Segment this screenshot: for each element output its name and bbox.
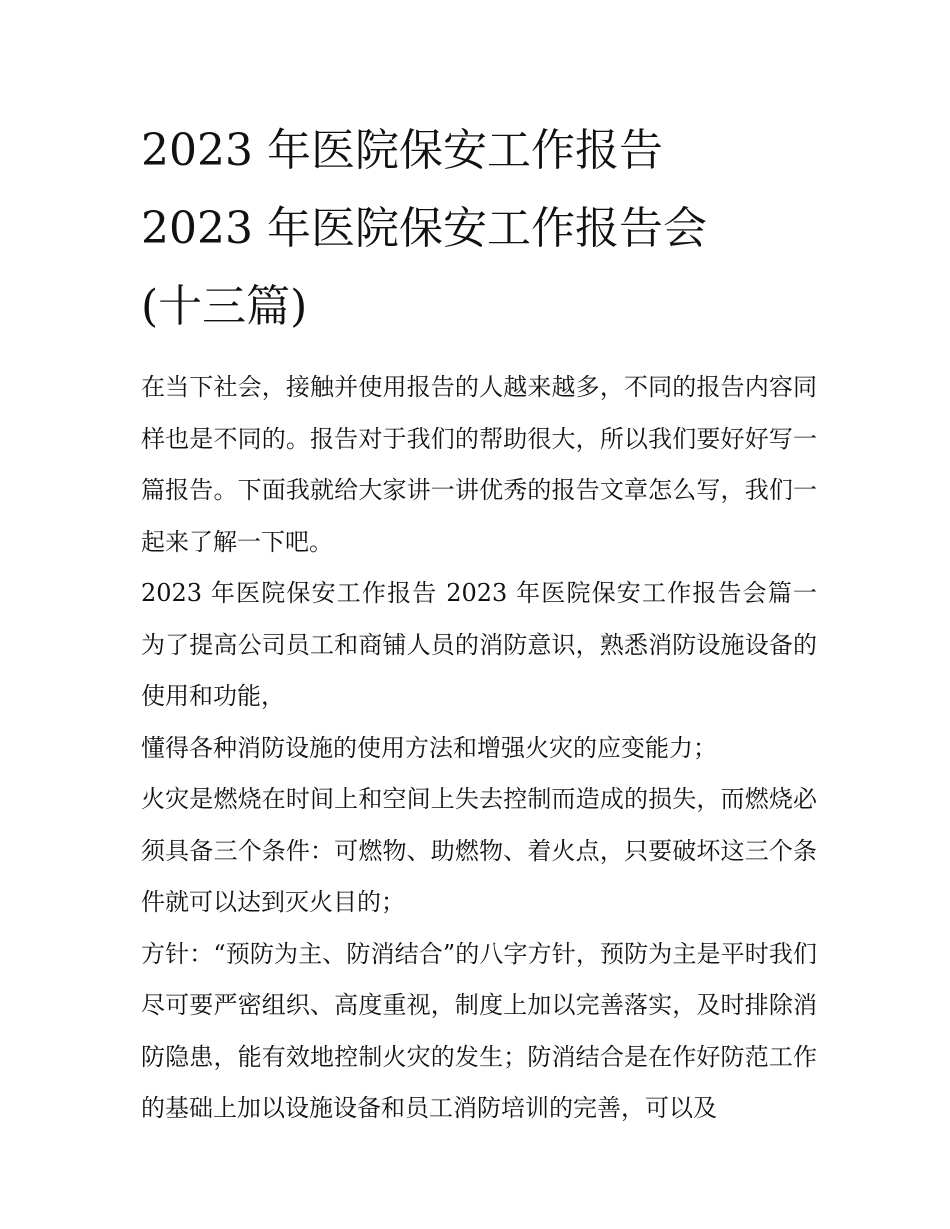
title-line-3: (十三篇)	[141, 281, 308, 332]
document-body	[141, 362, 817, 1135]
document-page	[141, 112, 817, 1135]
paragraph-fire-facilities: 懂得各种消防设施的使用方法和增强火灾的应变能力；	[141, 733, 717, 762]
document-title	[141, 112, 817, 346]
paragraph-intro: 在当下社会，接触并使用报告的人越来越多，不同的报告内容同样也是不同的。报告对于我们的帮助很大，所以我们要好好写一篇报告。下面我就给大家讲一讲优秀的报告文章怎么写，我们一起来了解一下吧。	[141, 373, 817, 556]
paragraph-policy: 方针：“预防为主、防消结合”的八字方针，预防为主是平时我们尽可要严密组织、高度重视，制度上加以完善落实，及时排除消防隐患，能有效地控制火灾的发生；防消结合是在作好防范工作的基础上加以设施设备和员工消防培训的完善，可以及	[141, 939, 817, 1122]
paragraph-chapter-one: 2023 年医院保安工作报告 2023 年医院保安工作报告会篇一 为了提高公司员工和商铺人员的消防意识，熟悉消防设施设备的使用和功能，	[141, 579, 817, 710]
title-line-2: 2023 年医院保安工作报告会	[141, 203, 707, 254]
title-line-1: 2023 年医院保安工作报告	[141, 125, 663, 176]
paragraph-combustion: 火灾是燃烧在时间上和空间上失去控制而造成的损失，而燃烧必须具备三个条件：可燃物、助燃物、着火点，只要破坏这三个条件就可以达到灭火目的；	[141, 785, 817, 916]
